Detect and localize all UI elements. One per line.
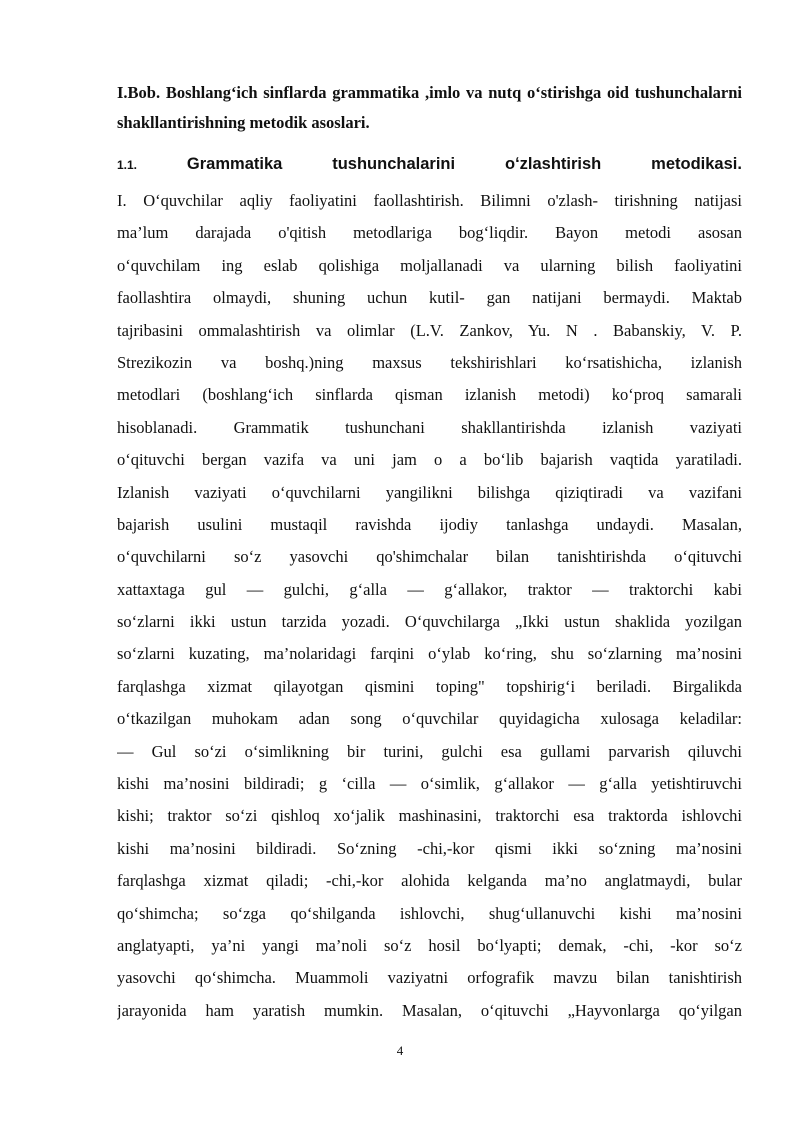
text-line: oʻquvchilam ing eslab qolishiga moljallanadi va ularning bilish faoliyatini — [117, 255, 742, 275]
text-line: kishi; traktor soʻzi qishloq xoʻjalik mashinasini, traktorchi esa traktorda ishlovchi — [117, 806, 742, 826]
text-line: kishi ma’nosini bildiradi. Soʻzning -chi,-kor qismi ikki soʻzning ma’nosini — [117, 838, 742, 858]
text-line: anglatyapti, ya’ni yangi ma’noli soʻz hosil boʻlyapti; demak, -chi, -kor soʻz — [117, 935, 742, 955]
section-heading — [117, 154, 742, 175]
text-line: yasovchi qoʻshimcha. Muammoli vaziyatni orfografik mavzu bilan tanishtirish — [117, 968, 742, 988]
text-line: I. Oʻquvchilar aqliy faoliyatini faollashtirish. Bilimni o'zlash- tirishning natijasi — [117, 191, 742, 210]
text-line: farqlashga xizmat qilayotgan qismini toping" topshirigʻi beriladi. Birgalikda — [117, 676, 742, 696]
text-line: bajarish usulini mustaqil ravishda ijodiy tanlashga undaydi. Masalan, — [117, 514, 742, 534]
text-line: soʻzlarni kuzating, ma’nolaridagi farqini oʻylab koʻring, shu soʻzlarning ma’nosini — [117, 644, 742, 664]
text-line: oʻquvchilarni soʻz yasovchi qo'shimchalar bilan tanishtirishda oʻqituvchi — [117, 547, 742, 567]
text-line: oʻtkazilgan muhokam adan song oʻquvchilar quyidagicha xulosaga keladilar: — [117, 709, 742, 729]
text-line: ma’lum darajada o'qitish metodlariga bogʻliqdir. Bayon metodi asosan — [117, 223, 742, 243]
text-line: kishi ma’nosini bildiradi; g ʻcilla — oʻsimlik, gʻallakor — gʻalla yetishtiruvchi — [117, 774, 742, 794]
text-line: oʻqituvchi bergan vazifa va uni jam o a boʻlib bajarish vaqtida yaratiladi. — [117, 450, 742, 470]
text-line: faollashtira olmaydi, shuning uchun kutil- gan natijani bermaydi. Maktab — [117, 288, 742, 308]
text-line: Izlanish vaziyati oʻquvchilarni yangilikni bilishga qiziqtiradi va vazifani — [117, 482, 742, 502]
body-text — [117, 185, 742, 1027]
text-line: farqlashga xizmat qiladi; -chi,-kor alohida kelganda ma’no anglatmaydi, bular — [117, 871, 742, 891]
section-title-word: oʻzlashtirish — [504, 155, 602, 173]
section-title-word: metodikasi. — [651, 155, 742, 173]
text-line: jarayonida ham yaratish mumkin. Masalan, oʻqituvchi „Hayvonlarga qoʻyilgan — [117, 1000, 742, 1020]
text-line: qoʻshimcha; soʻzga qoʻshilganda ishlovchi, shugʻullanuvchi kishi ma’nosini — [117, 903, 742, 923]
text-line: hisoblanadi. Grammatik tushunchani shakllantirishda izlanish vaziyati — [117, 417, 742, 437]
section-title-word: Grammatika — [186, 155, 283, 173]
chapter-title: I.Bob. Boshlangʻich sinflarda grammatika ,imlo va nutq oʻstirishga oid tushunchalarni shakllantirishning metodik asoslari. — [117, 83, 742, 132]
text-line: Strezikozin va boshq.)ning maxsus tekshirishlari koʻrsatishicha, izlanish — [117, 352, 742, 372]
section-number: 1.1. — [117, 158, 138, 172]
text-line: tajribasini ommalashtirish va olimlar (L.V. Zankov, Yu. N . Babanskiy, V. P. — [117, 320, 742, 340]
page-number: 4 — [396, 1043, 404, 1058]
text-line: metodlari (boshlangʻich sinflarda qisman izlanish metodi) koʻproq samarali — [117, 385, 742, 405]
text-line: xattaxtaga gul — gulchi, gʻalla — gʻallakor, traktor — traktorchi kabi — [117, 579, 742, 599]
section-title-word: tushunchalarini — [332, 155, 456, 173]
text-line: soʻzlarni ikki ustun tarzida yozadi. Oʻquvchilarga „Ikki ustun shaklida yozilgan — [117, 612, 742, 632]
text-line: — Gul soʻzi oʻsimlikning bir turini, gulchi esa gullami parvarish qiluvchi — [117, 741, 742, 761]
